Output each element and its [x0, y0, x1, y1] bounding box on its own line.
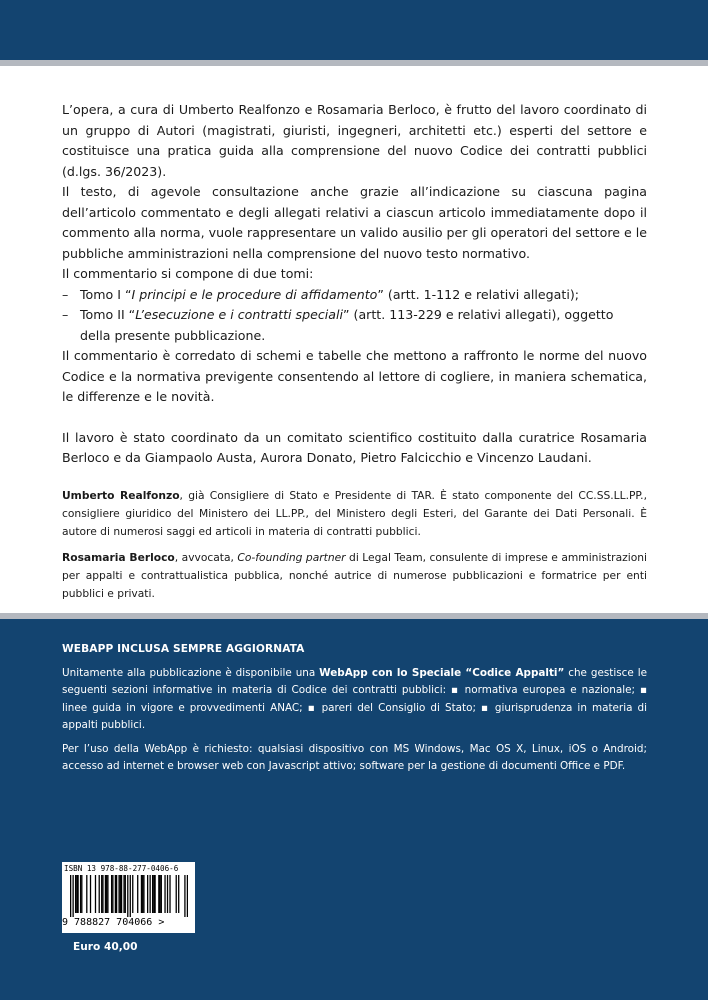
barcode-bar: [149, 875, 150, 913]
top-grey-stripe: [0, 60, 708, 66]
author-name: Rosamaria Berloco: [62, 551, 175, 564]
barcode-digits: 9 788827 704066 >: [62, 917, 165, 928]
barcode-bar: [132, 875, 133, 913]
author-name: Umberto Realfonzo: [62, 489, 180, 502]
barcode-bar: [72, 875, 73, 917]
barcode-bar: [90, 875, 91, 913]
barcode-bar: [142, 875, 143, 913]
barcode-bar: [81, 875, 82, 913]
barcode-bar: [80, 875, 81, 913]
author-bio: Umberto Realfonzo, già Consigliere di Stato e Presidente di TAR. È stato componente del CC.SS.LL.PP., consigliere giuridico del Ministero dei LL.PP., del Ministero degli Esteri, del Garante dei Dati Personali. È autore di numerosi saggi ed articoli in materia di contratti pubblici.: [62, 489, 647, 538]
barcode-bar: [159, 875, 160, 913]
barcode: [62, 862, 195, 933]
tables-paragraph: Il commentario è corredato di schemi e tabelle che mettono a raffronto le norme del nuovo Codice e la normativa previgente consentendo al lettore di cogliere, in maniera schematica, le differenze e le novità.: [62, 348, 647, 404]
barcode-bar: [141, 875, 142, 913]
isbn-label: ISBN 13 978-88-277-0406-6: [64, 864, 179, 873]
top-color-band: [0, 0, 708, 60]
barcode-bar: [167, 875, 168, 913]
barcode-bar: [147, 875, 148, 913]
barcode-bar: [125, 875, 126, 913]
barcode-bar: [118, 875, 119, 913]
barcode-bar: [120, 875, 121, 913]
barcode-bar: [105, 875, 106, 913]
list-item: – Tomo I “I principi e le procedure di affidamento” (artt. 1-112 e relativi allegati);: [62, 285, 647, 306]
barcode-bar: [77, 875, 78, 913]
list-item: – Tomo II “L’esecuzione e i contratti speciali” (artt. 113-229 e relativi allegati), oggetto della presente pubblicazione.: [62, 307, 614, 343]
barcode-bar: [70, 875, 71, 917]
webapp-section: [62, 641, 647, 782]
barcode-bar: [161, 875, 162, 913]
webapp-description: Unitamente alla pubblicazione è disponibile una WebApp con lo Speciale “Codice Appalti” che gestisce le seguenti sezioni informative in materia di Codice dei contratti pubblici: ▪ normativa europea e nazionale; ▪ linee guida in vigore e provvedimenti ANAC; ▪ pareri del Consiglio di Stato; ▪ giurisprudenza in materia di appalti pubblici.: [62, 666, 647, 731]
bottom-color-band: [0, 619, 708, 1000]
barcode-bars: [70, 875, 188, 917]
authors-block: [62, 487, 647, 611]
barcode-bar: [111, 875, 112, 913]
volumes-intro: Il commentario si compone di due tomi:: [62, 266, 314, 281]
volumes-list: [62, 285, 647, 347]
committee-paragraph: Il lavoro è stato coordinato da un comitato scientifico costituito dalla curatrice Rosamaria Berloco e da Giampaolo Austa, Aurora Donato, Pietro Falcicchio e Vincenzo Laudani.: [62, 429, 647, 465]
barcode-bar: [184, 875, 185, 917]
barcode-bar: [99, 875, 100, 913]
dash-bullet: –: [62, 286, 69, 302]
barcode-bar: [127, 875, 128, 917]
barcode-bar: [107, 875, 108, 913]
intro-paragraph: L’opera, a cura di Umberto Realfonzo e Rosamaria Berloco, è frutto del lavoro coordinato di un gruppo di Autori (magistrati, giuristi, ingegneri, architetti etc.) esperti del settore e costituisce una pratica guida alla comprensione del nuovo Codice dei contratti pubblici (d.lgs. 36/2023).: [62, 102, 647, 179]
barcode-bar: [101, 875, 102, 913]
barcode-bar: [176, 875, 177, 913]
barcode-bar: [115, 875, 116, 913]
barcode-bar: [154, 875, 155, 913]
barcode-bar: [158, 875, 159, 913]
barcode-bar: [112, 875, 113, 913]
barcode-bar: [86, 875, 87, 913]
barcode-bar: [76, 875, 77, 913]
barcode-bar: [102, 875, 103, 913]
author-bio: Rosamaria Berloco, avvocata, Co-founding partner di Legal Team, consulente di imprese e amministrazioni per appalti e contrattualistica pubblica, nonché autrice di numerose pubblicazioni e formatrice per enti pubblici e privati.: [62, 551, 647, 600]
barcode-bar: [178, 875, 179, 913]
price-label: Euro 40,00: [73, 941, 138, 953]
barcode-bar: [130, 875, 131, 917]
webapp-requirements: Per l’uso della WebApp è richiesto: qualsiasi dispositivo con MS Windows, Mac OS X, Linux, iOS o Android; accesso ad internet e browser web con Javascript attivo; software per la gestione di documenti Office e PDF.: [62, 742, 647, 772]
barcode-bar: [152, 875, 153, 913]
barcode-bar: [106, 875, 107, 913]
barcode-bar: [143, 875, 144, 913]
text-paragraph: Il testo, di agevole consultazione anche grazie all’indicazione su ciascuna pagina dell’articolo commentato e degli allegati relativi a ciascun articolo immediatamente dopo il commento alla norma, vuole rappresentare un valido ausilio per gli operatori del settore e le pubbliche amministrazioni nella comprensione del nuovo testo normativo.: [62, 184, 647, 261]
barcode-bar: [95, 875, 96, 913]
description-block: [62, 100, 647, 469]
barcode-bar: [153, 875, 154, 913]
barcode-bar: [121, 875, 122, 913]
barcode-bar: [164, 875, 165, 913]
barcode-bar: [75, 875, 76, 913]
barcode-bar: [169, 875, 170, 913]
barcode-bar: [187, 875, 188, 917]
barcode-bar: [137, 875, 138, 913]
barcode-bar: [123, 875, 124, 913]
barcode-bar: [116, 875, 117, 913]
webapp-title: WEBAPP INCLUSA SEMPRE AGGIORNATA: [62, 643, 305, 655]
dash-bullet: –: [62, 307, 69, 322]
